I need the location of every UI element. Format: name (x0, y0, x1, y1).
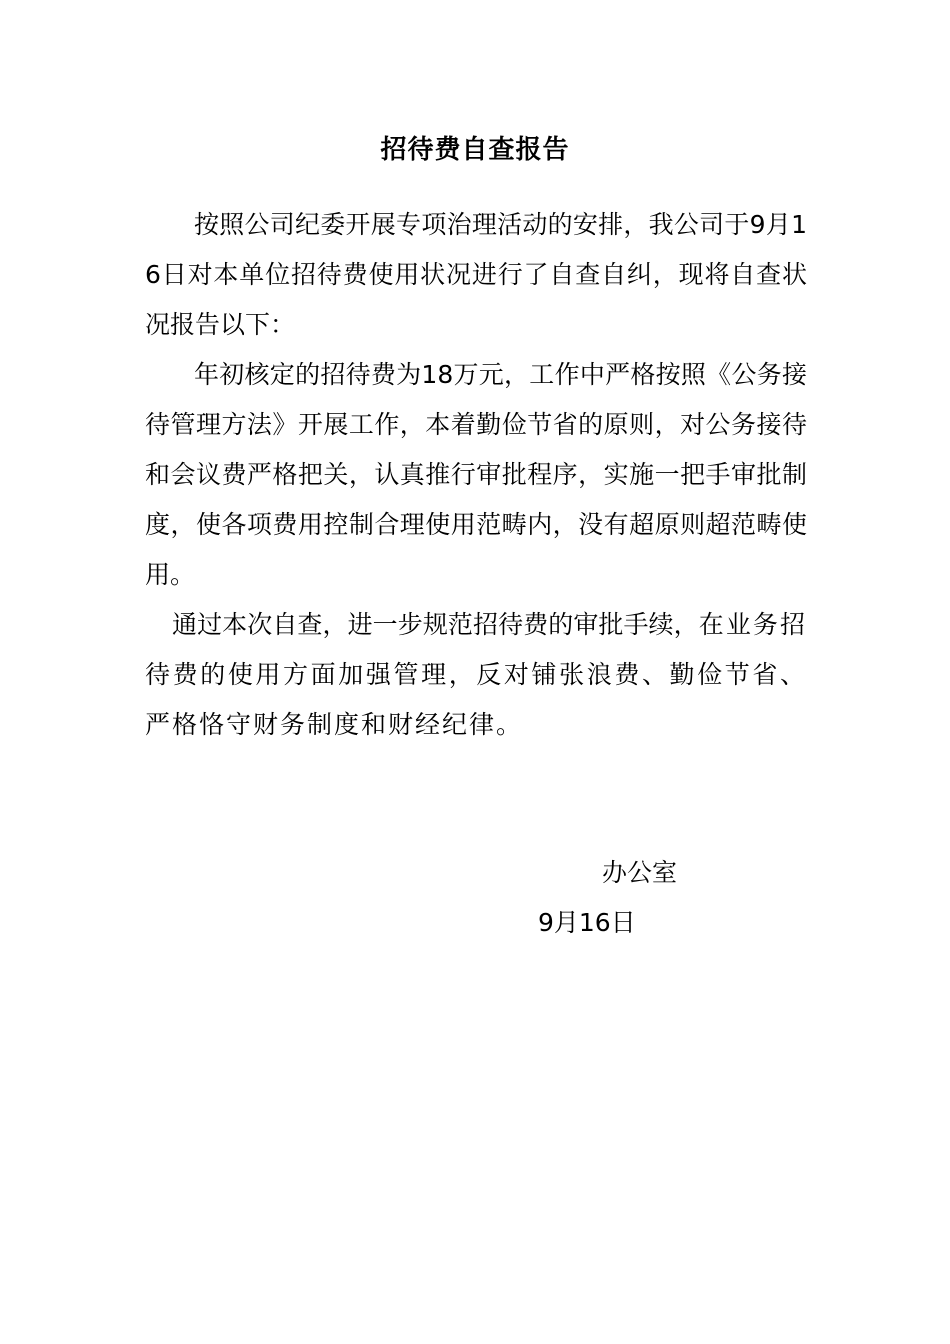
document-title: 招待费自查报告 (380, 135, 570, 165)
signature-department: 办公室 (602, 858, 678, 887)
paragraph-3-serif-tail: 在业务招待费的使用方面加强管理，反对铺张浪费、勤俭节省、严格恪守财务制度和财经纪律。 (145, 610, 807, 739)
paragraph-3 (145, 600, 807, 750)
paragraph-2: 年初核定的招待费为18万元，工作中严格按照《公务接待管理方法》开展工作，本着勤俭节省的原则，对公务接待和会议费严格把关，认真推行审批程序，实施一把手审批制度，使各项费用控制合理使用范畴内，没有超原则超范畴使用。 (145, 360, 807, 589)
paragraph-1: 按照公司纪委开展专项治理活动的安排，我公司于9月16日对本单位招待费使用状况进行了自查自纠，现将自查状况报告以下： (145, 210, 807, 339)
paragraph-3-lead: 通过本次自查，进一步规范招待费的审批手续， (172, 610, 699, 639)
signature-date: 9月16日 (538, 908, 636, 937)
document-body (145, 200, 807, 750)
